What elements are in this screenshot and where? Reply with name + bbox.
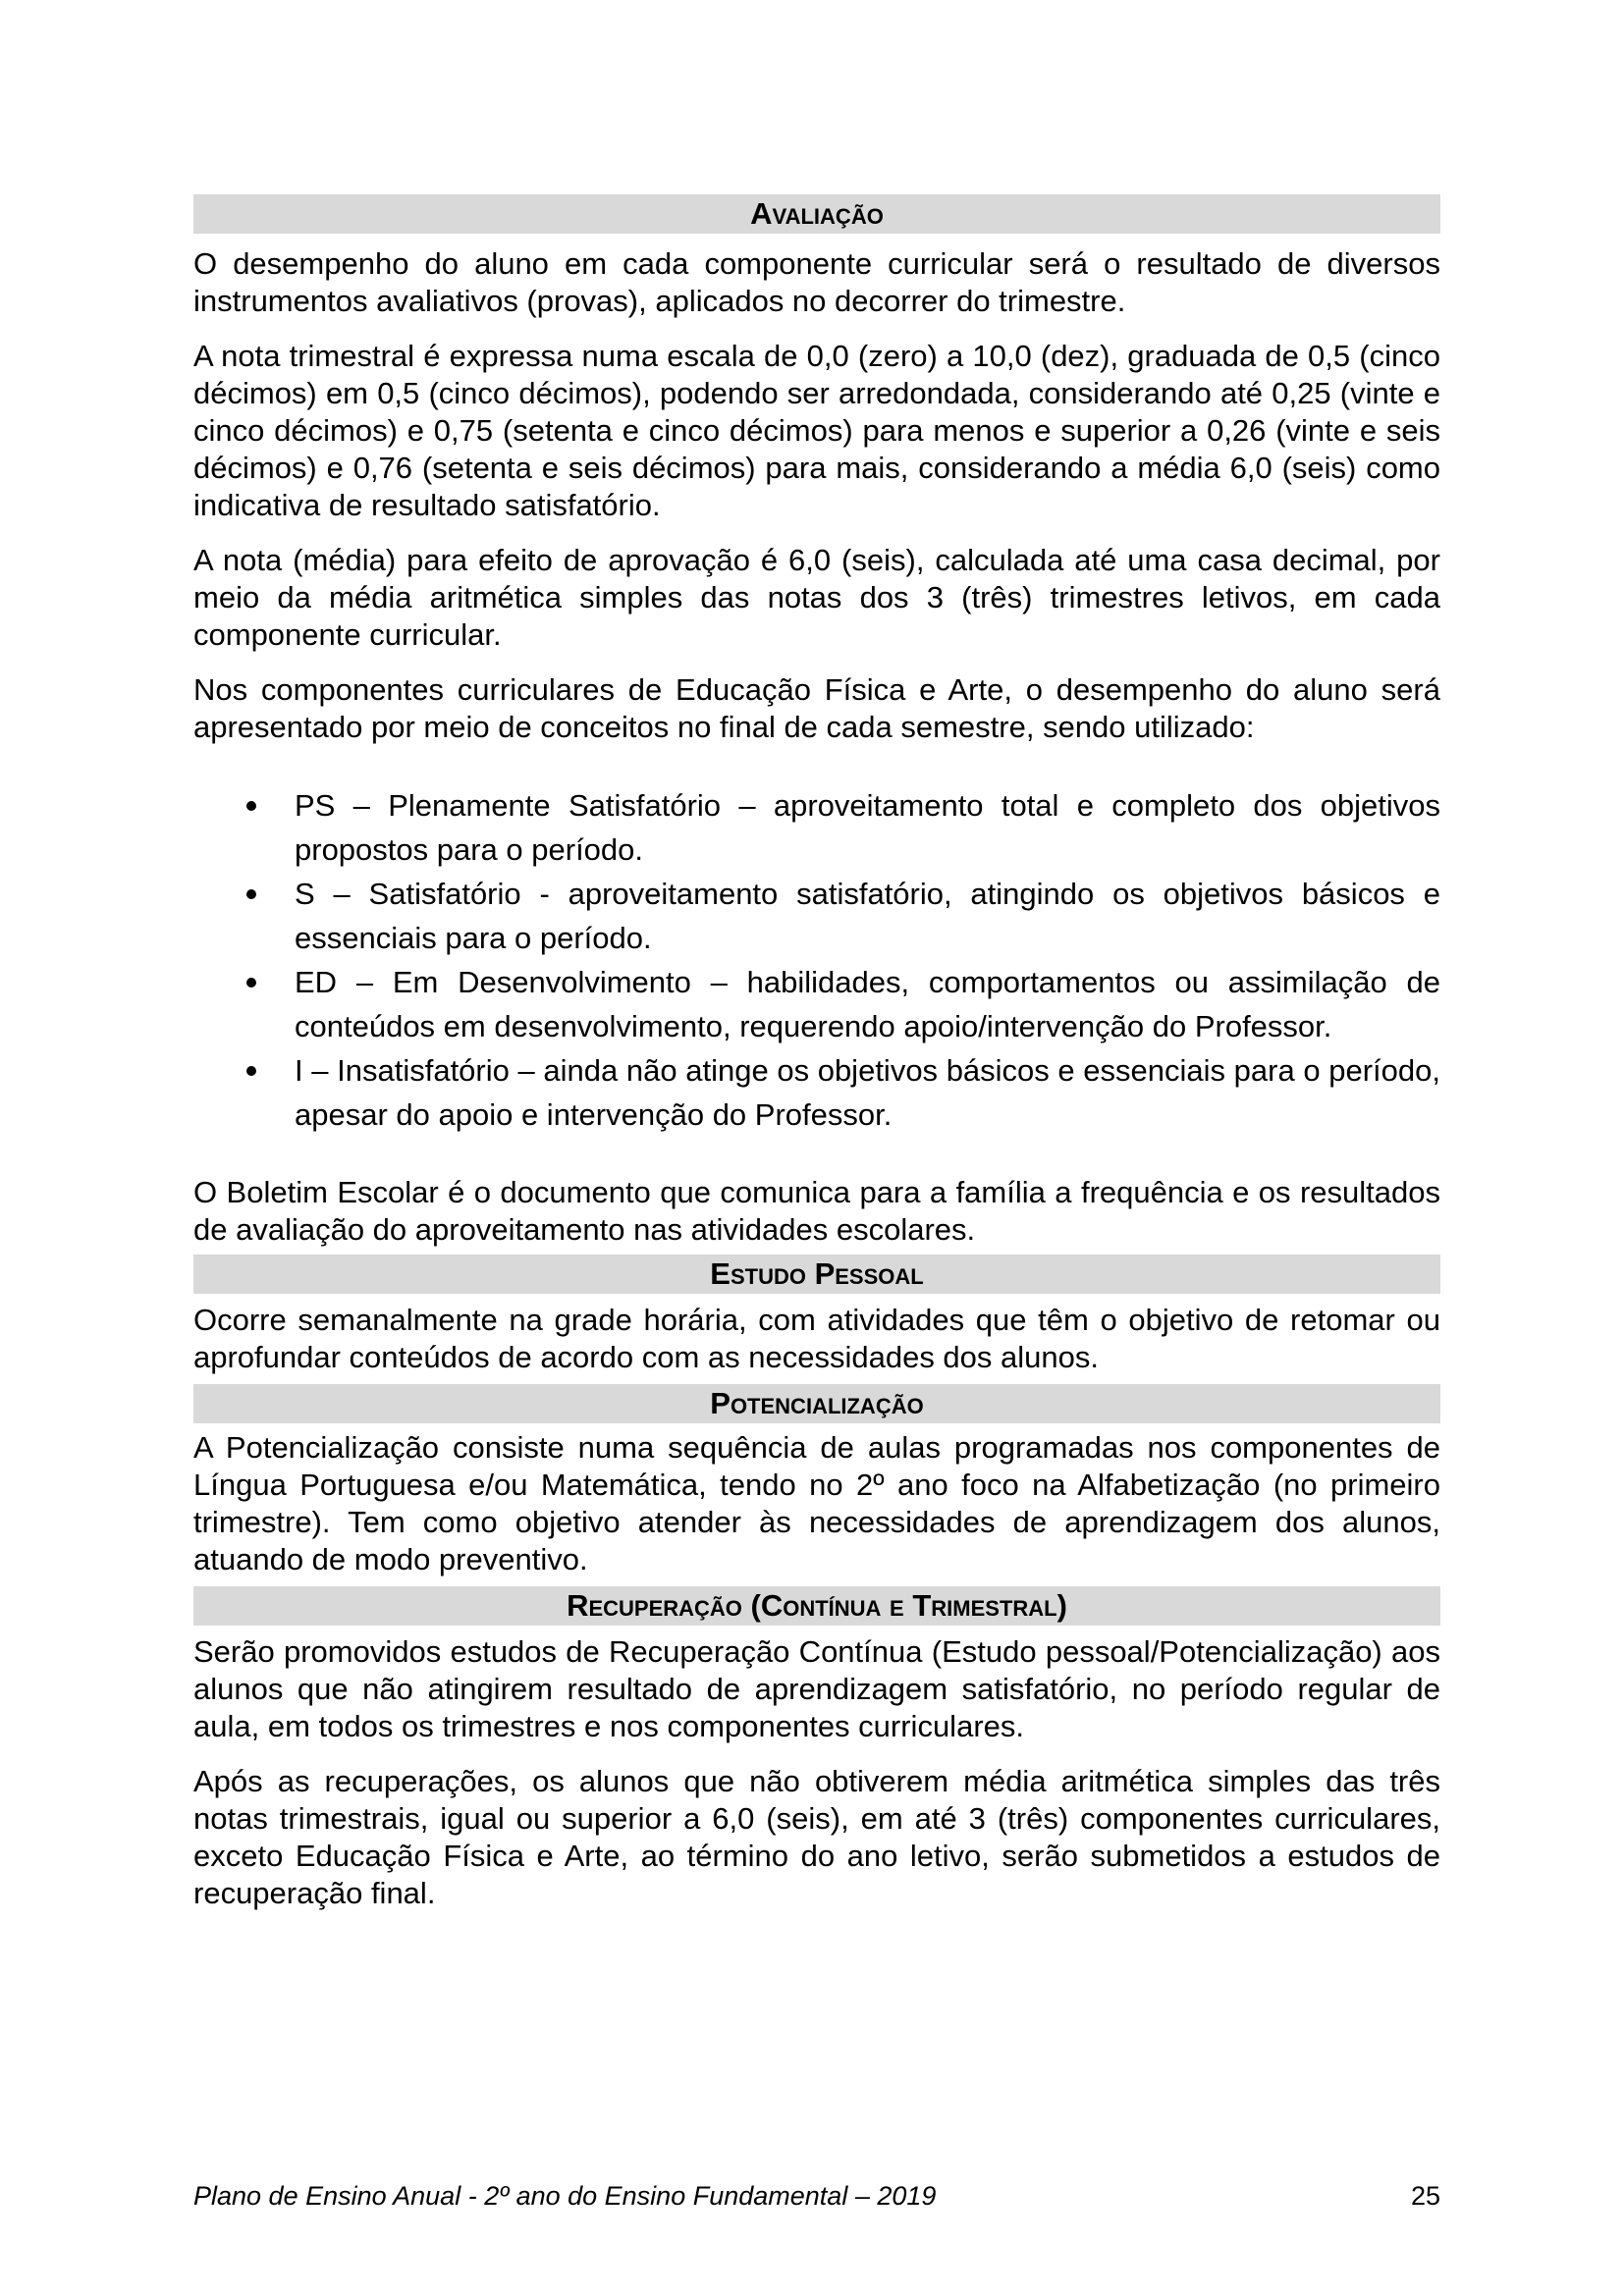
avaliacao-paragraph-4: Nos componentes curriculares de Educação Física e Arte, o desempenho do aluno será apresentado por meio de conceitos no final de cada semestre, sendo utilizado: bbox=[193, 672, 1440, 744]
footer-text: Plano de Ensino Anual - 2º ano do Ensino Fundamental – 2019 bbox=[193, 2181, 937, 2211]
list-item bbox=[193, 783, 1440, 872]
concepts-list bbox=[193, 783, 1440, 1137]
list-item-text: ED – Em Desenvolvimento – habilidades, comportamentos ou assimilação de conteúdos em desenvolvimento, requerendo apoio/intervenção do Professor. bbox=[295, 965, 1440, 1043]
list-item bbox=[193, 872, 1440, 960]
section-header-recuperacao: Recuperação (Contínua e Trimestral) bbox=[193, 1586, 1440, 1626]
avaliacao-paragraph-5: O Boletim Escolar é o documento que comunica para a família a frequência e os resultados de avaliação do aproveitamento nas atividades escolares. bbox=[193, 1175, 1440, 1247]
recuperacao-paragraph-2: Após as recuperações, os alunos que não obtiverem média aritmética simples das três notas trimestrais, igual ou superior a 6,0 (seis), em até 3 (três) componentes curriculares, exceto Educação Física e Arte, ao término do ano letivo, serão submetidos a estudos de recuperação final. bbox=[193, 1764, 1440, 1910]
bullet-icon bbox=[246, 978, 256, 988]
section-header-estudo-pessoal: Estudo Pessoal bbox=[193, 1255, 1440, 1294]
list-item bbox=[193, 1048, 1440, 1137]
list-item bbox=[193, 960, 1440, 1048]
list-item-text: PS – Plenamente Satisfatório – aproveitamento total e completo dos objetivos propostos para o período. bbox=[295, 788, 1440, 867]
list-item-text: I – Insatisfatório – ainda não atinge os objetivos básicos e essenciais para o período, apesar do apoio e intervenção do Professor. bbox=[295, 1053, 1440, 1132]
estudo-pessoal-paragraph: Ocorre semanalmente na grade horária, com atividades que têm o objetivo de retomar ou aprofundar conteúdos de acordo com as necessidades dos alunos. bbox=[193, 1303, 1440, 1374]
list-item-text: S – Satisfatório - aproveitamento satisfatório, atingindo os objetivos básicos e essenciais para o período. bbox=[295, 877, 1440, 955]
avaliacao-paragraph-3: A nota (média) para efeito de aprovação é 6,0 (seis), calculada até uma casa decimal, por meio da média aritmética simples das notas dos 3 (três) trimestres letivos, em cada componente curricular. bbox=[193, 543, 1440, 652]
page-content bbox=[193, 194, 1440, 1912]
page-number: 25 bbox=[1410, 2181, 1440, 2211]
bullet-icon bbox=[246, 889, 256, 899]
avaliacao-paragraph-2: A nota trimestral é expressa numa escala de 0,0 (zero) a 10,0 (dez), graduada de 0,5 (cinco décimos) em 0,5 (cinco décimos), podendo ser arredondada, considerando até 0,25 (vinte e cinco décimos) e 0,75 (setenta e cinco décimos) para menos e superior a 0,26 (vinte e seis décimos) e 0,76 (setenta e seis décimos) para mais, considerando a média 6,0 (seis) como indicativa de resultado satisfatório. bbox=[193, 339, 1440, 522]
section-header-avaliacao: Avaliação bbox=[193, 194, 1440, 234]
bullet-icon bbox=[246, 1066, 256, 1076]
section-header-potencializacao: Potencialização bbox=[193, 1384, 1440, 1423]
page-footer bbox=[193, 2179, 1440, 2213]
potencializacao-paragraph: A Potencialização consiste numa sequência de aulas programadas nos componentes de Língua Portuguesa e/ou Matemática, tendo no 2º ano foco na Alfabetização (no primeiro trimestre). Tem como objetivo atender às necessidades de aprendizagem dos alunos, atuando de modo preventivo. bbox=[193, 1430, 1440, 1576]
avaliacao-paragraph-1: O desempenho do aluno em cada componente curricular será o resultado de diversos instrumentos avaliativos (provas), aplicados no decorrer do trimestre. bbox=[193, 246, 1440, 318]
recuperacao-paragraph-1: Serão promovidos estudos de Recuperação Contínua (Estudo pessoal/Potencialização) aos alunos que não atingirem resultado de aprendizagem satisfatório, no período regular de aula, em todos os trimestres e nos componentes curriculares. bbox=[193, 1634, 1440, 1743]
bullet-icon bbox=[246, 801, 256, 811]
